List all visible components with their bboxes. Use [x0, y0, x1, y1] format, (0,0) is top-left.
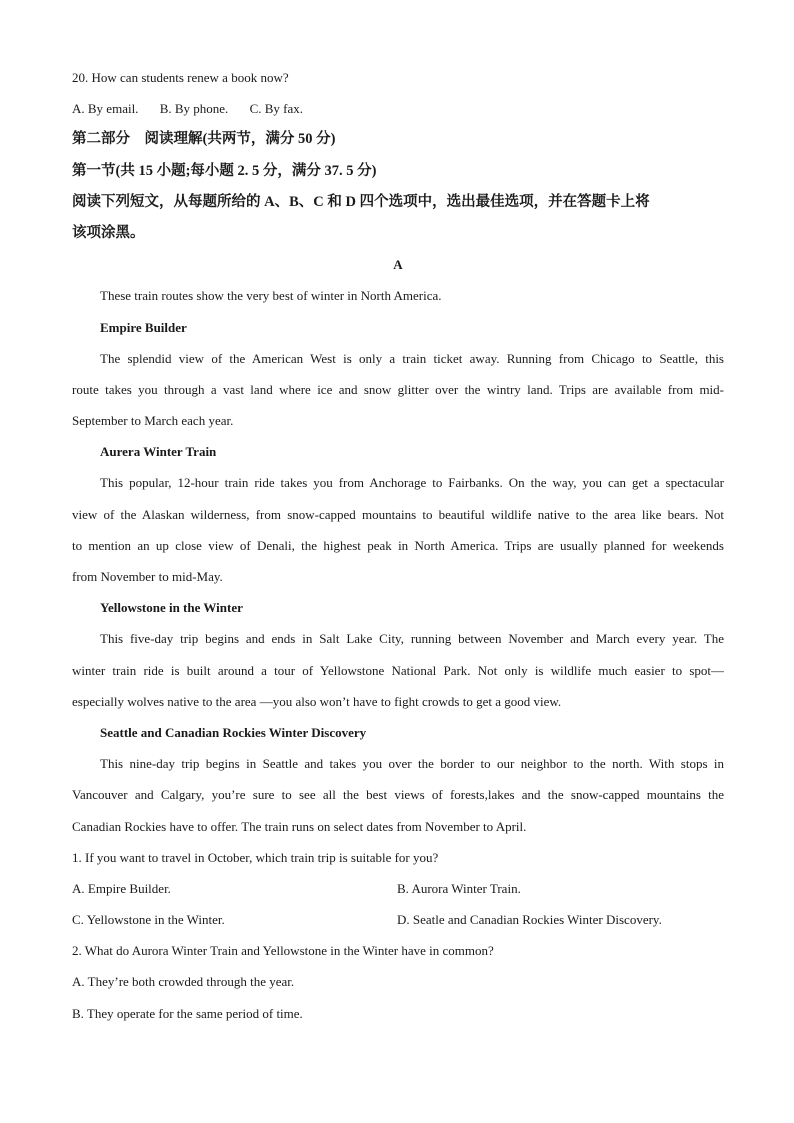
instruction-line-2: 该项涂黑。 [72, 224, 145, 241]
q2-option-a: A. They’re both crowded through the year. [72, 974, 295, 990]
passage-intro: These train routes show the very best of winter in North America. [100, 288, 442, 304]
q20-option-c: C. By fax. [249, 101, 304, 117]
q1-options-row-2 [72, 904, 724, 935]
q1-option-a: A. Empire Builder. [72, 880, 171, 896]
paragraph-line: September to March each year. [72, 413, 234, 429]
passage-letter: A [393, 257, 403, 273]
paragraph-line: Vancouver and Calgary, you’re sure to see all the best views of forests,lakes and the snow-capped mountains the [72, 787, 724, 803]
paragraph-line: The splendid view of the American West is only a train ticket away. Running from Chicago to Seattle, this [100, 350, 724, 366]
section-title: Empire Builder [100, 319, 187, 335]
q20-stem: 20. How can students renew a book now? [72, 70, 289, 85]
section-title: Seattle and Canadian Rockies Winter Discovery [100, 724, 367, 740]
q20-options [72, 93, 724, 124]
q2-option-b: B. They operate for the same period of time. [72, 1005, 303, 1021]
section-title: Aurera Winter Train [100, 444, 217, 460]
part2-title: 第二部分 阅读理解(共两节，满分 50 分) [72, 131, 336, 148]
q20-option-a: A. By email. [72, 101, 139, 117]
paragraph-line: especially wolves native to the area —you also won’t have to fight crowds to get a good view. [72, 693, 562, 709]
q1-option-d: D. Seatle and Canadian Rockies Winter Discovery. [397, 912, 662, 928]
exam-page [72, 62, 724, 1029]
paragraph-line: route takes you through a vast land where ice and snow glitter over the wintry land. Trips are available from mid- [72, 381, 724, 397]
instruction-line-1: 阅读下列短文，从每题所给的 A、B、C 和 D 四个选项中，选出最佳选项，并在答题卡上将 [72, 193, 650, 210]
paragraph-line: Canadian Rockies have to offer. The train runs on select dates from November to April. [72, 818, 527, 834]
q1-option-b: B. Aurora Winter Train. [397, 880, 521, 896]
paragraph-line: from November to mid-May. [72, 569, 223, 584]
q1-stem: 1. If you want to travel in October, which train trip is suitable for you? [72, 849, 439, 865]
paragraph-line: This nine-day trip begins in Seattle and takes you over the border to our neighbor to the north. With stops in [100, 756, 724, 772]
paragraph-line: view of the Alaskan wilderness, from snow-capped mountains to beautiful wildlife native to the area like bears. Not [72, 506, 724, 522]
paragraph-line: winter train ride is built around a tour of Yellowstone National Park. Not only is wildlife much easier to spot— [72, 662, 724, 678]
paragraph-line: to mention an up close view of Denali, the highest peak in North America. Trips are usually planned for weekends [72, 537, 724, 553]
q20-option-b: B. By phone. [159, 101, 229, 117]
q1-option-c: C. Yellowstone in the Winter. [72, 912, 225, 928]
q1-options-row-1 [72, 873, 724, 904]
paragraph-line: This popular, 12-hour train ride takes you from Anchorage to Fairbanks. On the way, you can get a spectacular [100, 475, 724, 491]
q2-stem: 2. What do Aurora Winter Train and Yellowstone in the Winter have in common? [72, 943, 494, 959]
paragraph-line: This five-day trip begins and ends in Salt Lake City, running between November and March every year. The [100, 631, 724, 647]
section1-title: 第一节(共 15 小题;每小题 2. 5 分，满分 37. 5 分) [72, 162, 377, 179]
section-title: Yellowstone in the Winter [100, 600, 243, 616]
